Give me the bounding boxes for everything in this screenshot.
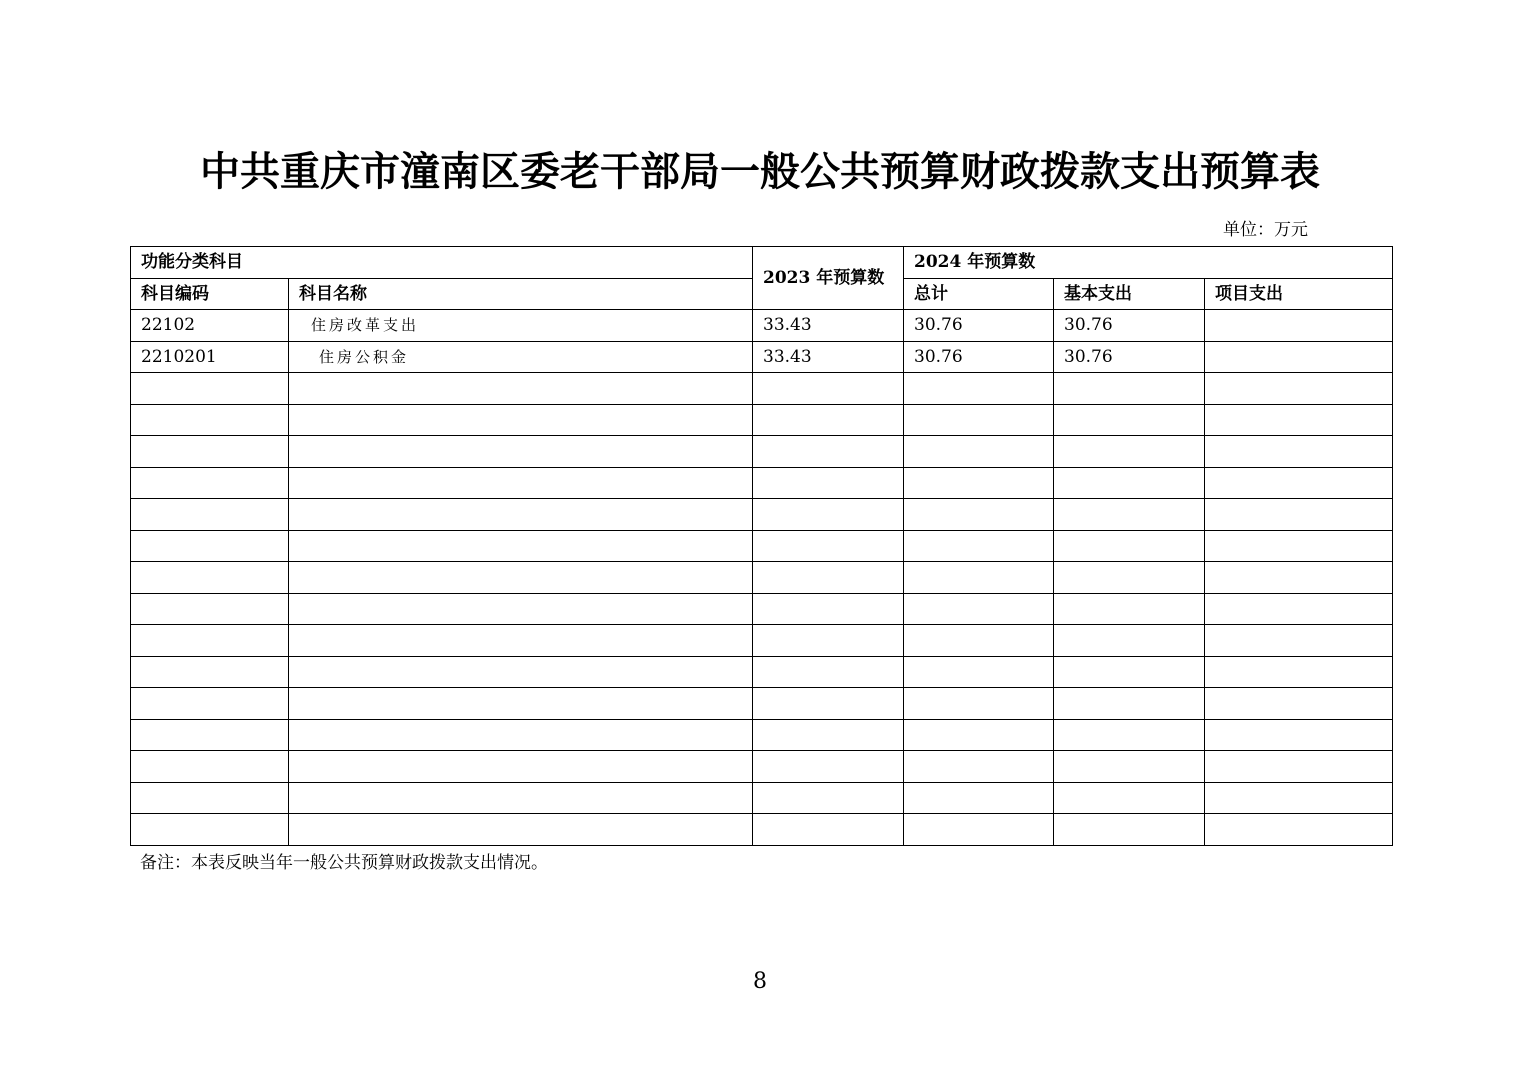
empty-cell <box>1054 467 1205 499</box>
empty-table-row <box>131 625 1393 657</box>
budget-table <box>130 246 1393 846</box>
empty-cell <box>753 688 904 720</box>
empty-cell <box>289 719 753 751</box>
cell-total: 30.76 <box>904 310 1054 342</box>
empty-table-row <box>131 499 1393 531</box>
empty-cell <box>131 467 289 499</box>
empty-cell <box>753 656 904 688</box>
empty-cell <box>1205 782 1393 814</box>
empty-cell <box>753 436 904 468</box>
empty-table-row <box>131 751 1393 783</box>
empty-cell <box>904 562 1054 594</box>
empty-cell <box>1054 751 1205 783</box>
empty-table-row <box>131 688 1393 720</box>
empty-cell <box>131 688 289 720</box>
empty-cell <box>289 467 753 499</box>
empty-cell <box>1205 688 1393 720</box>
empty-cell <box>131 562 289 594</box>
cell-basic: 30.76 <box>1054 310 1205 342</box>
empty-cell <box>1205 625 1393 657</box>
empty-cell <box>904 656 1054 688</box>
unit-label: 单位：万元 <box>1223 220 1308 240</box>
empty-cell <box>904 814 1054 846</box>
empty-cell <box>904 593 1054 625</box>
table-row <box>131 341 1393 373</box>
empty-table-row <box>131 436 1393 468</box>
empty-cell <box>289 688 753 720</box>
empty-cell <box>1054 814 1205 846</box>
empty-table-row <box>131 404 1393 436</box>
cell-code: 2210201 <box>131 341 289 373</box>
empty-cell <box>904 625 1054 657</box>
empty-cell <box>289 499 753 531</box>
empty-cell <box>753 467 904 499</box>
cell-budget-2023: 33.43 <box>753 341 904 373</box>
empty-cell <box>131 814 289 846</box>
empty-cell <box>131 782 289 814</box>
empty-cell <box>1205 530 1393 562</box>
cell-name: 住房改革支出 <box>289 310 753 342</box>
empty-cell <box>131 530 289 562</box>
empty-table-row <box>131 530 1393 562</box>
empty-cell <box>289 562 753 594</box>
empty-cell <box>1054 562 1205 594</box>
header-name: 科目名称 <box>289 278 753 310</box>
empty-cell <box>1054 656 1205 688</box>
empty-cell <box>131 625 289 657</box>
empty-cell <box>289 814 753 846</box>
empty-cell <box>1054 688 1205 720</box>
empty-table-row <box>131 562 1393 594</box>
empty-cell <box>1205 499 1393 531</box>
empty-cell <box>1054 593 1205 625</box>
empty-cell <box>289 530 753 562</box>
empty-cell <box>904 530 1054 562</box>
cell-project <box>1205 310 1393 342</box>
cell-project <box>1205 341 1393 373</box>
empty-cell <box>131 404 289 436</box>
empty-table-row <box>131 719 1393 751</box>
empty-cell <box>753 625 904 657</box>
cell-name: 住房公积金 <box>289 341 753 373</box>
empty-cell <box>289 404 753 436</box>
empty-table-row <box>131 467 1393 499</box>
empty-cell <box>753 782 904 814</box>
empty-table-row <box>131 373 1393 405</box>
cell-total: 30.76 <box>904 341 1054 373</box>
empty-cell <box>753 499 904 531</box>
empty-cell <box>904 688 1054 720</box>
empty-cell <box>753 814 904 846</box>
empty-cell <box>131 436 289 468</box>
empty-cell <box>1205 751 1393 783</box>
empty-cell <box>289 751 753 783</box>
empty-cell <box>289 373 753 405</box>
empty-cell <box>753 373 904 405</box>
empty-cell <box>904 467 1054 499</box>
header-budget-2024: 2024 年预算数 <box>904 247 1393 279</box>
empty-cell <box>753 751 904 783</box>
header-row-1 <box>131 247 1393 279</box>
empty-cell <box>1054 782 1205 814</box>
empty-cell <box>1205 467 1393 499</box>
empty-table-row <box>131 814 1393 846</box>
empty-cell <box>131 499 289 531</box>
empty-cell <box>904 782 1054 814</box>
empty-cell <box>1205 436 1393 468</box>
empty-cell <box>904 751 1054 783</box>
page-title: 中共重庆市潼南区委老干部局一般公共预算财政拨款支出预算表 <box>200 148 1320 195</box>
empty-cell <box>1054 499 1205 531</box>
empty-cell <box>1205 593 1393 625</box>
empty-cell <box>289 593 753 625</box>
empty-cell <box>904 499 1054 531</box>
empty-cell <box>753 562 904 594</box>
header-func-class: 功能分类科目 <box>131 247 753 279</box>
header-basic: 基本支出 <box>1054 278 1205 310</box>
empty-cell <box>1054 404 1205 436</box>
empty-cell <box>131 373 289 405</box>
header-budget-2023: 2023 年预算数 <box>753 247 904 310</box>
empty-cell <box>753 404 904 436</box>
empty-cell <box>1205 814 1393 846</box>
cell-code: 22102 <box>131 310 289 342</box>
empty-cell <box>904 719 1054 751</box>
empty-cell <box>1054 719 1205 751</box>
empty-cell <box>753 593 904 625</box>
header-project: 项目支出 <box>1205 278 1393 310</box>
empty-table-row <box>131 656 1393 688</box>
empty-cell <box>1054 625 1205 657</box>
empty-cell <box>904 436 1054 468</box>
empty-cell <box>289 625 753 657</box>
cell-basic: 30.76 <box>1054 341 1205 373</box>
empty-cell <box>131 751 289 783</box>
empty-cell <box>289 436 753 468</box>
cell-budget-2023: 33.43 <box>753 310 904 342</box>
empty-cell <box>1205 656 1393 688</box>
table-note: 备注：本表反映当年一般公共预算财政拨款支出情况。 <box>140 853 548 873</box>
empty-cell <box>1205 719 1393 751</box>
empty-cell <box>904 373 1054 405</box>
empty-cell <box>131 719 289 751</box>
header-total: 总计 <box>904 278 1054 310</box>
empty-cell <box>289 782 753 814</box>
empty-cell <box>1054 436 1205 468</box>
empty-table-row <box>131 782 1393 814</box>
empty-cell <box>753 719 904 751</box>
table-row <box>131 310 1393 342</box>
page-number: 8 <box>753 969 767 994</box>
empty-cell <box>289 656 753 688</box>
empty-cell <box>1205 562 1393 594</box>
empty-cell <box>1054 530 1205 562</box>
empty-cell <box>1205 404 1393 436</box>
header-code: 科目编码 <box>131 278 289 310</box>
empty-cell <box>753 530 904 562</box>
empty-cell <box>131 656 289 688</box>
empty-cell <box>1205 373 1393 405</box>
empty-cell <box>904 404 1054 436</box>
empty-table-row <box>131 593 1393 625</box>
empty-cell <box>131 593 289 625</box>
empty-cell <box>1054 373 1205 405</box>
